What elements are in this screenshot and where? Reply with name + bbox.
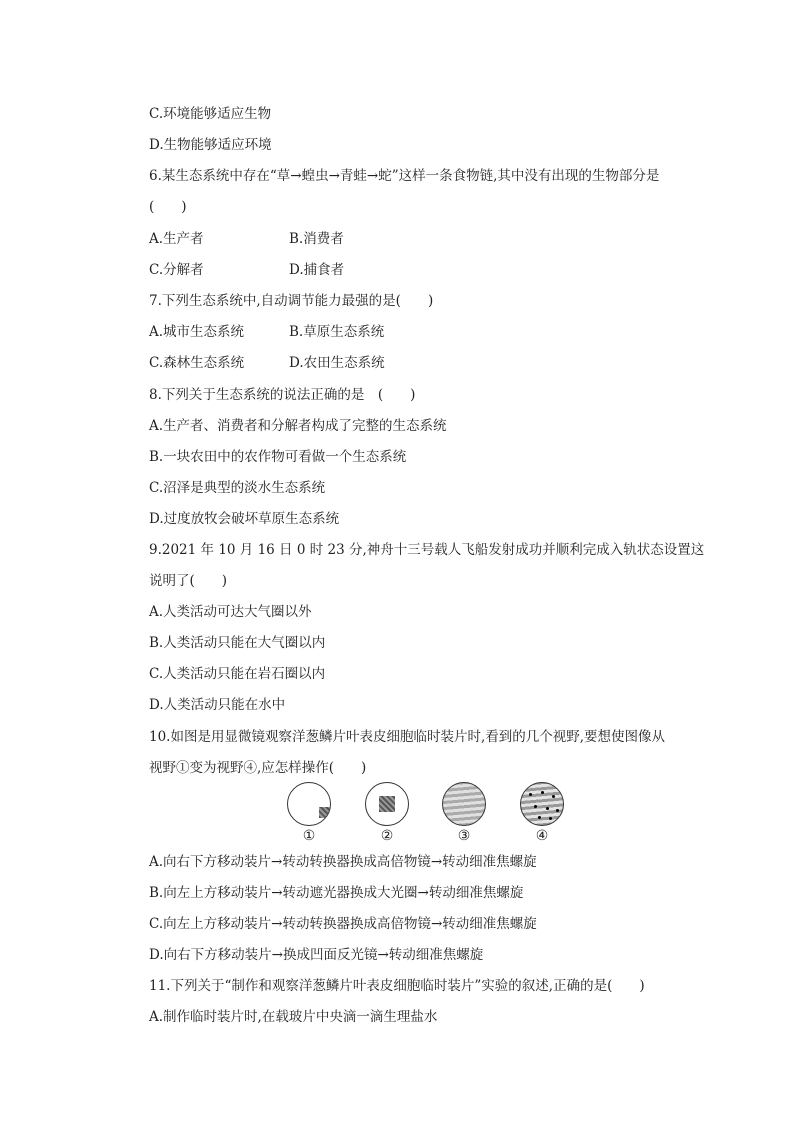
microscope-fields-figure: [284, 782, 574, 848]
question-6-bracket: ( ): [149, 199, 187, 215]
option-5c: C.环境能够适应生物: [149, 106, 272, 122]
field-4-image: [520, 782, 564, 826]
option-8a: A.生产者、消费者和分解者构成了完整的生态系统: [149, 418, 447, 434]
question-9-stem-cont: 说明了( ): [149, 573, 228, 589]
field-1-label: ①: [302, 828, 316, 844]
option-11a: A.制作临时装片时,在载玻片中央滴一滴生理盐水: [149, 1009, 438, 1025]
question-10-stem-cont: 视野①变为视野④,应怎样操作( ): [149, 760, 367, 776]
option-10c: C.向左上方移动装片→转动转换器换成高倍物镜→转动细准焦螺旋: [149, 916, 537, 932]
question-11-stem: 11.下列关于“制作和观察洋葱鳞片叶表皮细胞临时装片”实验的叙述,正确的是( ): [149, 978, 645, 994]
question-9-stem: 9.2021 年 10 月 16 日 0 时 23 分,神舟十三号载人飞船发射成功并顺利完成入轨状态设置这: [149, 542, 705, 558]
option-6d: D.捕食者: [289, 262, 345, 278]
option-8c: C.沼泽是典型的淡水生态系统: [149, 480, 326, 496]
question-7-stem: 7.下列生态系统中,自动调节能力最强的是( ): [149, 293, 434, 309]
option-10b: B.向左上方移动装片→转动遮光器换成大光圈→转动细准焦螺旋: [149, 885, 524, 901]
option-9d: D.人类活动只能在水中: [149, 697, 286, 713]
question-10-stem: 10.如图是用显微镜观察洋葱鳞片叶表皮细胞临时装片时,看到的几个视野,要想使图像从: [149, 729, 666, 745]
field-3-image: [442, 782, 486, 826]
option-7c: C.森林生态系统: [149, 355, 245, 371]
option-6c: C.分解者: [149, 262, 204, 278]
field-3-label: ③: [457, 828, 471, 844]
field-2-label: ②: [380, 828, 394, 844]
option-5d: D.生物能够适应环境: [149, 137, 272, 153]
option-6a-text: A.生产者: [149, 231, 204, 247]
question-8-stem: 8.下列关于生态系统的说法正确的是 ( ): [149, 387, 416, 403]
option-8d: D.过度放牧会破坏草原生态系统: [149, 511, 340, 527]
option-8b: B.一块农田中的农作物可看做一个生态系统: [149, 449, 407, 465]
option-6b: B.消费者: [289, 231, 344, 247]
question-6-stem: 6.某生态系统中存在“草→蝗虫→青蛙→蛇”这样一条食物链,其中没有出现的生物部分是: [149, 168, 660, 184]
option-10d: D.向右下方移动装片→换成凹面反光镜→转动细准焦螺旋: [149, 947, 484, 963]
field-4-label: ④: [535, 828, 549, 844]
option-9b: B.人类活动只能在大气圈以内: [149, 635, 326, 651]
field-1-image: [287, 782, 331, 826]
option-10a: A.向右下方移动装片→转动转换器换成高倍物镜→转动细准焦螺旋: [149, 854, 537, 870]
option-9a: A.人类活动可达大气圈以外: [149, 604, 312, 620]
option-9c: C.人类活动只能在岩石圈以内: [149, 666, 326, 682]
option-7a: A.城市生态系统: [149, 324, 245, 340]
option-6a: [149, 229, 204, 249]
option-7d: D.农田生态系统: [289, 355, 385, 371]
option-7b: B.草原生态系统: [289, 324, 385, 340]
field-2-image: [365, 782, 409, 826]
